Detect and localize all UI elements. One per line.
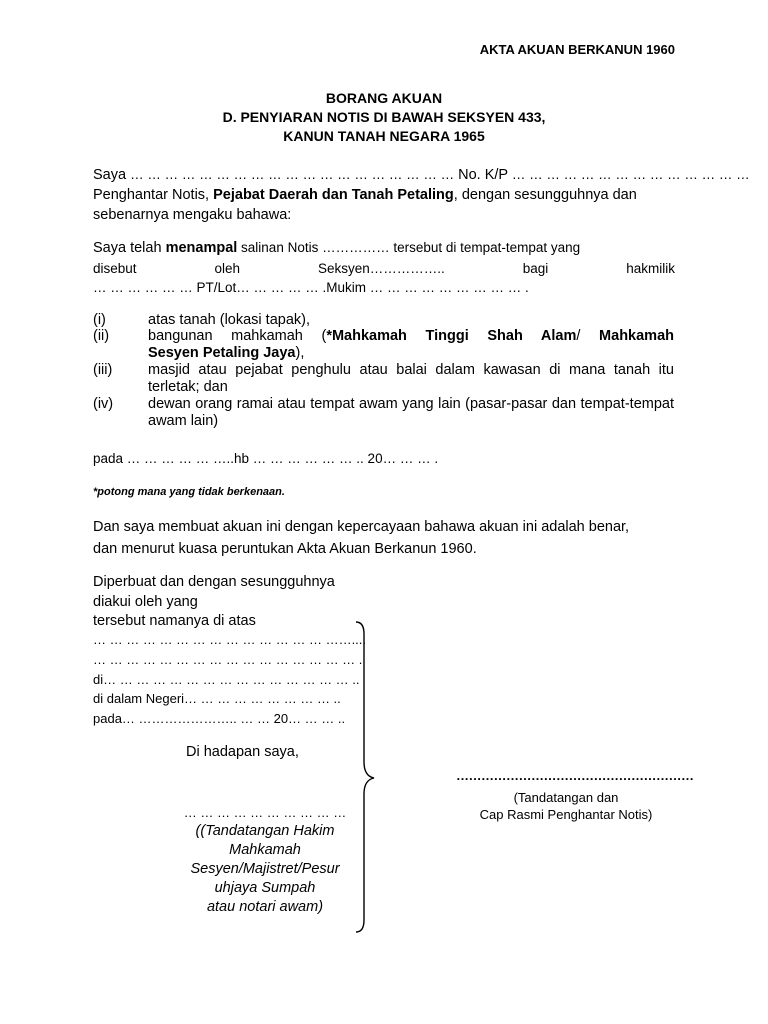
list-num: (iv)	[93, 396, 114, 412]
list-item: dewan orang ramai atau tempat awam yang lain (pasar-pasar dan tempat-tempat awam lain)	[148, 396, 674, 429]
server-label: Cap Rasmi Penghantar Notis)	[479, 807, 653, 822]
judge-label: Sesyen/Majistret/Pesur	[190, 861, 340, 877]
name-blank: … … … … … … … … … … … … … … … … … … …	[130, 167, 455, 182]
posting-line: Saya telah menampal salinan Notis …………… tersebut di tempat-tempat yang	[93, 240, 581, 256]
list-num: (i)	[93, 312, 106, 328]
before-me: Di hadapan saya,	[186, 744, 299, 760]
declared-line: Diperbuat dan dengan sesungguhnya	[93, 574, 335, 590]
state-blank: di dalam Negeri… … … … … … … … … ..	[93, 691, 341, 706]
server-signature-line: …………………………………………………	[456, 768, 694, 783]
declared-line: tersebut namanya di atas	[93, 613, 256, 629]
declarant-line: Saya … … … … … … … … … … … … … … … … … … … No. K/P … … … … … … … … … … … … … …	[93, 167, 750, 183]
truth-line: Dan saya membuat akuan ini dengan kepercayaan bahawa akuan ini adalah benar,	[93, 519, 630, 535]
list-item: masjid atau pejabat penghulu atau balai dalam kawasan di mana tanah itu terletak; dan	[148, 362, 674, 395]
date-blank: pada… ………………….. … … 20… … … ..	[93, 711, 346, 726]
list-item-cont: Sesyen Petaling Jaya),	[148, 345, 305, 361]
list-num: (iii)	[93, 362, 113, 378]
name-blank: … … … … … … … … … … … … … … ……....	[93, 632, 367, 647]
declared-line: diakui oleh yang	[93, 594, 198, 610]
date-line: pada … … … … … …..hb … … … … … … .. 20… … … .	[93, 451, 439, 466]
judge-label: Mahkamah	[229, 842, 301, 858]
ic-blank: … … … … … … … … … … … … … …	[511, 167, 750, 182]
strike-note: *potong mana yang tidak berkenaan.	[93, 486, 285, 498]
server-label: (Tandatangan dan	[513, 790, 619, 805]
place-blank: di… … … … … … … … … … … … … … … ..	[93, 672, 360, 687]
form-subtitle: D. PENYIARAN NOTIS DI BAWAH SEKSYEN 433,	[222, 109, 546, 125]
form-title: BORANG AKUAN	[325, 90, 443, 106]
list-item: bangunan mahkamah (*Mahkamah Tinggi Shah Alam/ Mahkamah	[148, 328, 674, 344]
office-name: Pejabat Daerah dan Tanah Petaling	[213, 187, 454, 203]
judge-label: uhjaya Sumpah	[214, 880, 316, 896]
list-num: (ii)	[93, 328, 110, 344]
act-title: AKTA AKUAN BERKANUN 1960	[479, 42, 675, 57]
list-item: atas tanah (lokasi tapak),	[148, 312, 311, 328]
judge-label: ((Tandatangan Hakim	[195, 823, 335, 839]
truth-line-2: dan menurut kuasa peruntukan Akta Akuan Berkanun 1960.	[93, 541, 477, 557]
section-line: disebut oleh Seksyen…………….. bagi hakmilik	[93, 261, 675, 276]
office-line: Penghantar Notis, Pejabat Daerah dan Tanah Petaling, dengan sesungguhnya dan	[93, 187, 637, 203]
name-blank-2: … … … … … … … … … … … … … … … … .	[93, 652, 363, 667]
judge-label: atau notari awam)	[206, 899, 324, 915]
declare-line: sebenarnya mengaku bahawa:	[93, 207, 292, 223]
judge-signature-line: … … … … … … … … … …	[183, 805, 347, 820]
form-subtitle-2: KANUN TANAH NEGARA 1965	[283, 128, 485, 144]
lot-mukim-line: … … … … … … PT/Lot… … … … … .Mukim … … … … … … … … … .	[93, 280, 529, 295]
